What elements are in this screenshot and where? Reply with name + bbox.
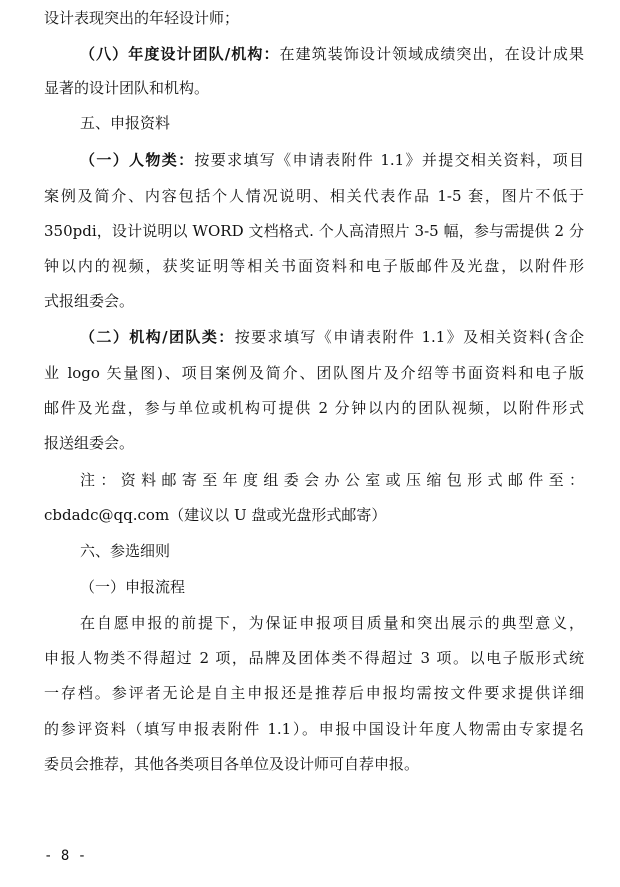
text-line: 的参评资料（填写申报表附件 1.1）。申报中国设计年度人物需由专家提名 — [44, 720, 584, 738]
text-line: 报送组委会。 — [44, 434, 135, 452]
text-line — [80, 44, 584, 64]
text-line: cbdadc@qq.com（建议以 U 盘或光盘形式邮寄） — [44, 506, 387, 524]
text-line: 在自愿申报的前提下，为保证申报项目质量和突出展示的典型意义， — [80, 614, 584, 632]
text-line — [80, 150, 584, 170]
subsection-title: （一）申报流程 — [80, 578, 186, 596]
text-segment: 按要求填写《申请表附件 1.1》并提交相关资料，项目 — [194, 151, 584, 169]
section-title: 五、申报资料 — [80, 114, 171, 132]
note-line: 注：资料邮寄至年度组委会办公室或压缩包形式邮件至： — [80, 471, 584, 489]
section-heading: （一）人物类： — [80, 151, 195, 169]
text-line — [80, 327, 584, 347]
page-number: - 8 - — [44, 848, 87, 864]
section-heading: （二）机构/团队类： — [80, 328, 235, 346]
text-line: 一存档。参评者无论是自主申报还是推荐后申报均需按文件要求提供详细 — [44, 684, 584, 702]
text-line: 邮件及光盘，参与单位或机构可提供 2 分钟以内的团队视频，以附件形式 — [44, 399, 584, 417]
text-line: 委员会推荐，其他各类项目各单位及设计师可自荐申报。 — [44, 755, 420, 773]
text-line: 350pdi，设计说明以 WORD 文档格式. 个人高清照片 3-5 幅，参与需提供 2 分 — [44, 222, 584, 240]
section-title: 六、参选细则 — [80, 542, 171, 560]
text-line: 显著的设计团队和机构。 — [44, 79, 210, 97]
text-line: 申报人物类不得超过 2 项，品牌及团体类不得超过 3 项。以电子版形式统 — [44, 649, 584, 667]
section-heading: （八）年度设计团队/机构： — [80, 45, 280, 63]
text-segment: 在建筑装饰设计领域成绩突出，在设计成果 — [279, 45, 584, 63]
text-line: 式报组委会。 — [44, 292, 135, 310]
text-line: 案例及简介、内容包括个人情况说明、相关代表作品 1-5 套，图片不低于 — [44, 187, 584, 205]
text-line: 业 logo 矢量图)、项目案例及简介、团队图片及介绍等书面资料和电子版 — [44, 364, 584, 382]
text-segment: 按要求填写《申请表附件 1.1》及相关资料(含企 — [234, 328, 584, 346]
text-line: 设计表现突出的年轻设计师； — [44, 9, 240, 27]
text-line: 钟以内的视频，获奖证明等相关书面资料和电子版邮件及光盘，以附件形 — [44, 257, 584, 275]
